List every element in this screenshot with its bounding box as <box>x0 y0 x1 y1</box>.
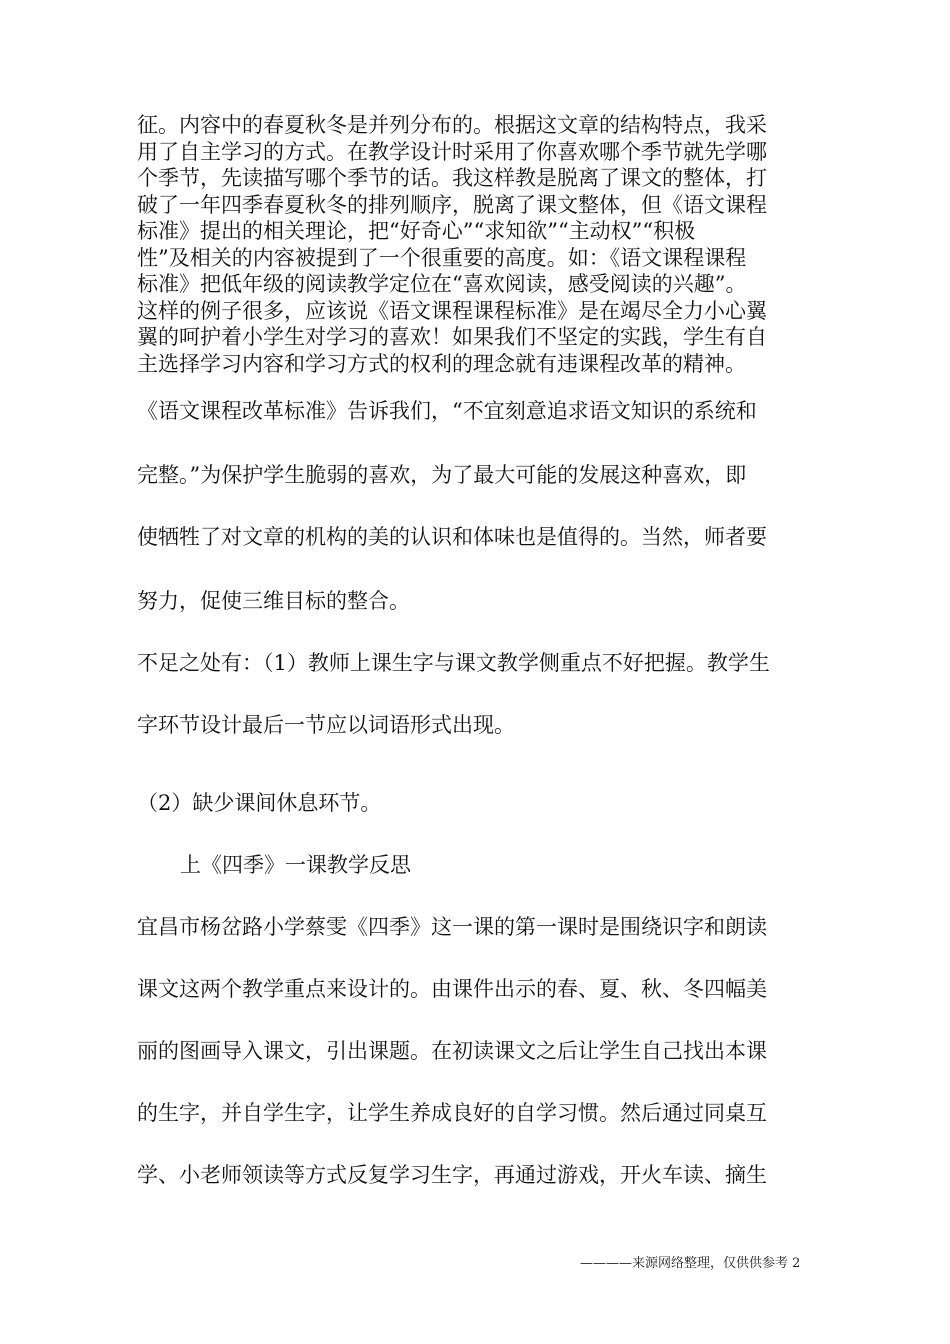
section-heading: 上《四季》一课教学反思 <box>180 853 411 877</box>
text-line: 课文这两个教学重点来设计的。由课件出示的春、夏、秋、冬四幅美 <box>137 977 767 1001</box>
text-line: 完整。”为保护学生脆弱的喜欢，为了最大可能的发展这种喜欢，即 <box>137 463 747 487</box>
text-line: 丽的图画导入课文，引出课题。在初读课文之后让学生自己找出本课 <box>137 1039 767 1063</box>
text-line: 这样的例子很多，应该说《语文课程课程标准》是在竭尽全力小心翼 <box>137 298 767 323</box>
text-line: 使牺牲了对文章的机构的美的认识和体味也是值得的。当然，师者要 <box>137 525 767 549</box>
text-line: 字环节设计最后一节应以词语形式出现。 <box>137 713 515 737</box>
text-line: 征。内容中的春夏秋冬是并列分布的。根据这文章的结构特点，我采 <box>137 113 767 137</box>
page-footer: ————来源网络整理，仅供供参考 2 <box>580 1256 801 1271</box>
text-line: 破了一年四季春夏秋冬的排列顺序，脱离了课文整体，但《语文课程 <box>137 192 767 217</box>
text-line: 翼的呵护着小学生对学习的喜欢！如果我们不坚定的实践，学生有自 <box>137 325 767 349</box>
text-line: 标准》提出的相关理论，把“好奇心”“求知欲”“主动权”“积极 <box>137 219 696 243</box>
text-line: （2）缺少课间休息环节。 <box>137 791 382 815</box>
text-line: 宜昌市杨岔路小学蔡雯《四季》这一课的第一课时是围绕识字和朗读 <box>137 915 767 939</box>
paragraph-reflection <box>137 112 827 377</box>
text-line: 的生字，并自学生字，让学生养成良好的自学习惯。然后通过同桌互 <box>137 1101 767 1125</box>
text-line: 个季节，先读描写哪个季节的话。我这样教是脱离了课文的整体，打 <box>137 166 767 190</box>
text-line: 学、小老师领读等方式反复学习生字，再通过游戏，开火车读、摘生 <box>137 1163 767 1187</box>
text-line: 用了自主学习的方式。在教学设计时采用了你喜欢哪个季节就先学哪 <box>137 139 767 164</box>
text-line: 主选择学习内容和学习方式的权利的理念就有违课程改革的精神。 <box>137 351 746 376</box>
text-line: 性”及相关的内容被提到了一个很重要的高度。如：《语文课程课程 <box>137 245 747 270</box>
text-line: 《语文课程改革标准》告诉我们，“不宜刻意追求语文知识的系统和 <box>137 399 757 423</box>
text-line: 努力，促使三维目标的整合。 <box>137 589 410 613</box>
text-line: 标准》把低年级的阅读教学定位在“喜欢阅读，感受阅读的兴趣”。 <box>137 272 747 296</box>
text-line: 不足之处有：（1）教师上课生字与课文教学侧重点不好把握。教学生 <box>137 651 770 675</box>
